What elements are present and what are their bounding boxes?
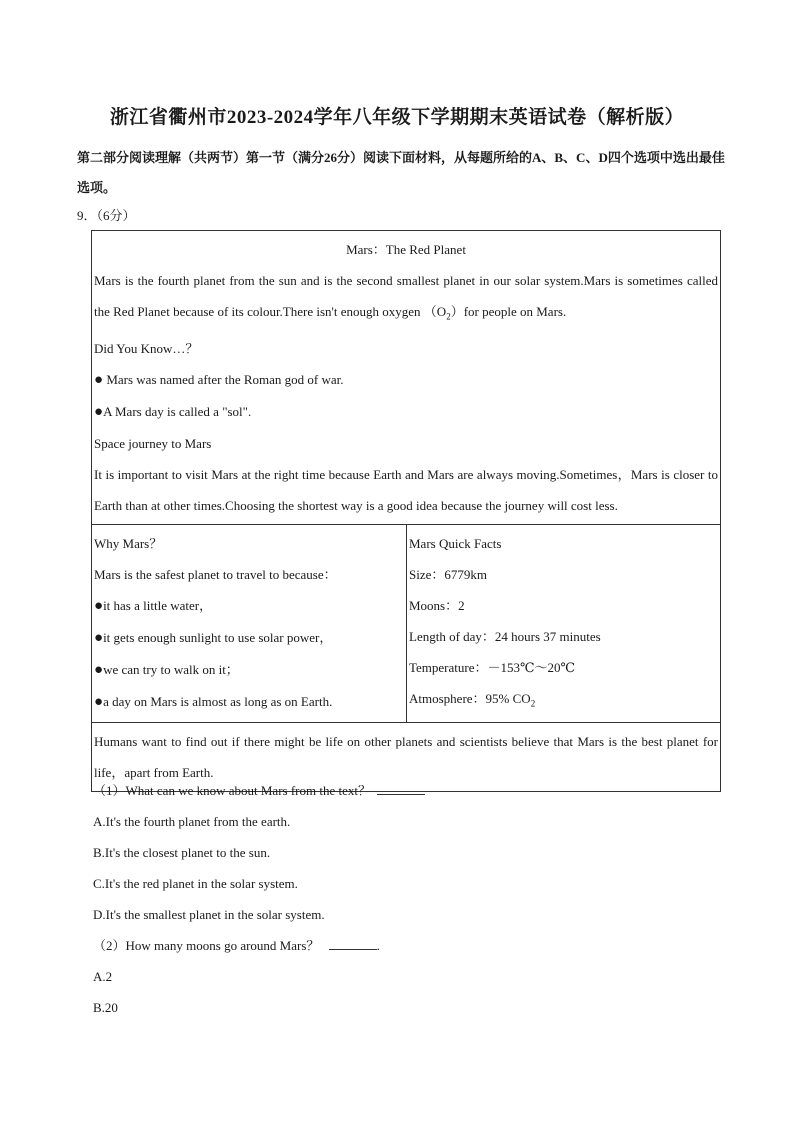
- reason-item: ●it has a little water，: [94, 597, 213, 614]
- option-item: D.It's the smallest planet in the solar system.: [93, 907, 325, 922]
- bullet-icon: ●: [94, 371, 104, 388]
- section-instructions: 第二部分阅读理解（共两节）第一节（满分26分）阅读下面材料，从每题所给的A、B、C、D四个选项中选出最佳选项。: [77, 150, 725, 195]
- option-item: A.2: [93, 969, 113, 984]
- fact-item: ● Mars was named after the Roman god of war.: [94, 371, 344, 388]
- bullet-icon: ●: [94, 629, 104, 646]
- reading-passage-table: [91, 230, 721, 792]
- passage-top-cell: [92, 231, 721, 525]
- answer-blank: [329, 937, 377, 950]
- option-item: A.It's the fourth planet from the earth.: [93, 814, 291, 829]
- passage-intro: Mars is the fourth planet from the sun and is the second smallest planet in our solar system.Mars is sometimes called the Red Planet because of its colour.There isn't enough oxygen $(O_2)for$ people on Mars.: [94, 273, 718, 322]
- questions-block: [93, 775, 425, 1023]
- did-you-know-heading: Did You Know…？: [94, 340, 199, 356]
- passage-heading: Mars：The Red Planet: [346, 242, 466, 257]
- quick-fact-item: Moons：2: [409, 597, 465, 613]
- reason-item: ●it gets enough sunlight to use solar power，: [94, 629, 333, 646]
- reason-item: ●a day on Mars is almost as long as on Earth.: [94, 693, 333, 710]
- journey-heading: Space journey to Mars: [94, 435, 212, 451]
- exam-title: 浙江省衢州市2023-2024学年八年级下学期期末英语试卷（解析版）: [109, 107, 685, 128]
- question-number: 9．（6分）: [77, 208, 136, 223]
- why-mars-intro: Mars is the safest planet to travel to because：: [94, 566, 337, 582]
- journey-text: It is important to visit Mars at the right time because Earth and Mars are always moving.Sometimes，Mars is closer to Earth than at other times.Choosing the shortest way is a good idea because the journey will cost less.: [94, 466, 718, 513]
- quick-fact-item: Temperature：－153℃～20℃: [409, 659, 576, 675]
- bullet-icon: ●: [94, 403, 104, 420]
- why-mars-heading: Why Mars？: [94, 535, 163, 551]
- bullet-icon: ●: [94, 693, 104, 710]
- passage-conclusion: Humans want to find out if there might be life on other planets and scientists believe that Mars is the best planet for life，apart from Earth.: [94, 734, 718, 781]
- reason-item: ●we can try to walk on it；: [94, 661, 239, 678]
- question-1: （1）What can we know about Mars from the text？: [93, 775, 425, 806]
- quick-fact-item: Length of day：24 hours 37 minutes: [409, 628, 601, 644]
- why-mars-cell: [92, 524, 407, 723]
- option-item: B.20: [93, 1000, 118, 1015]
- answer-blank: [377, 782, 425, 795]
- fact-item: ●A Mars day is called a "sol".: [94, 403, 252, 420]
- option-item: C.It's the red planet in the solar system.: [93, 876, 298, 891]
- question-2: （2）How many moons go around Mars？ .: [93, 938, 380, 953]
- bullet-icon: ●: [94, 661, 104, 678]
- quick-fact-atmosphere: Atmosphere：95% $CO_2$: [409, 690, 536, 709]
- option-item: B.It's the closest planet to the sun.: [93, 845, 271, 860]
- bullet-icon: ●: [94, 597, 104, 614]
- quick-facts-heading: Mars Quick Facts: [409, 535, 502, 551]
- quick-fact-item: Size：6779km: [409, 566, 487, 582]
- quick-facts-cell: [407, 524, 721, 723]
